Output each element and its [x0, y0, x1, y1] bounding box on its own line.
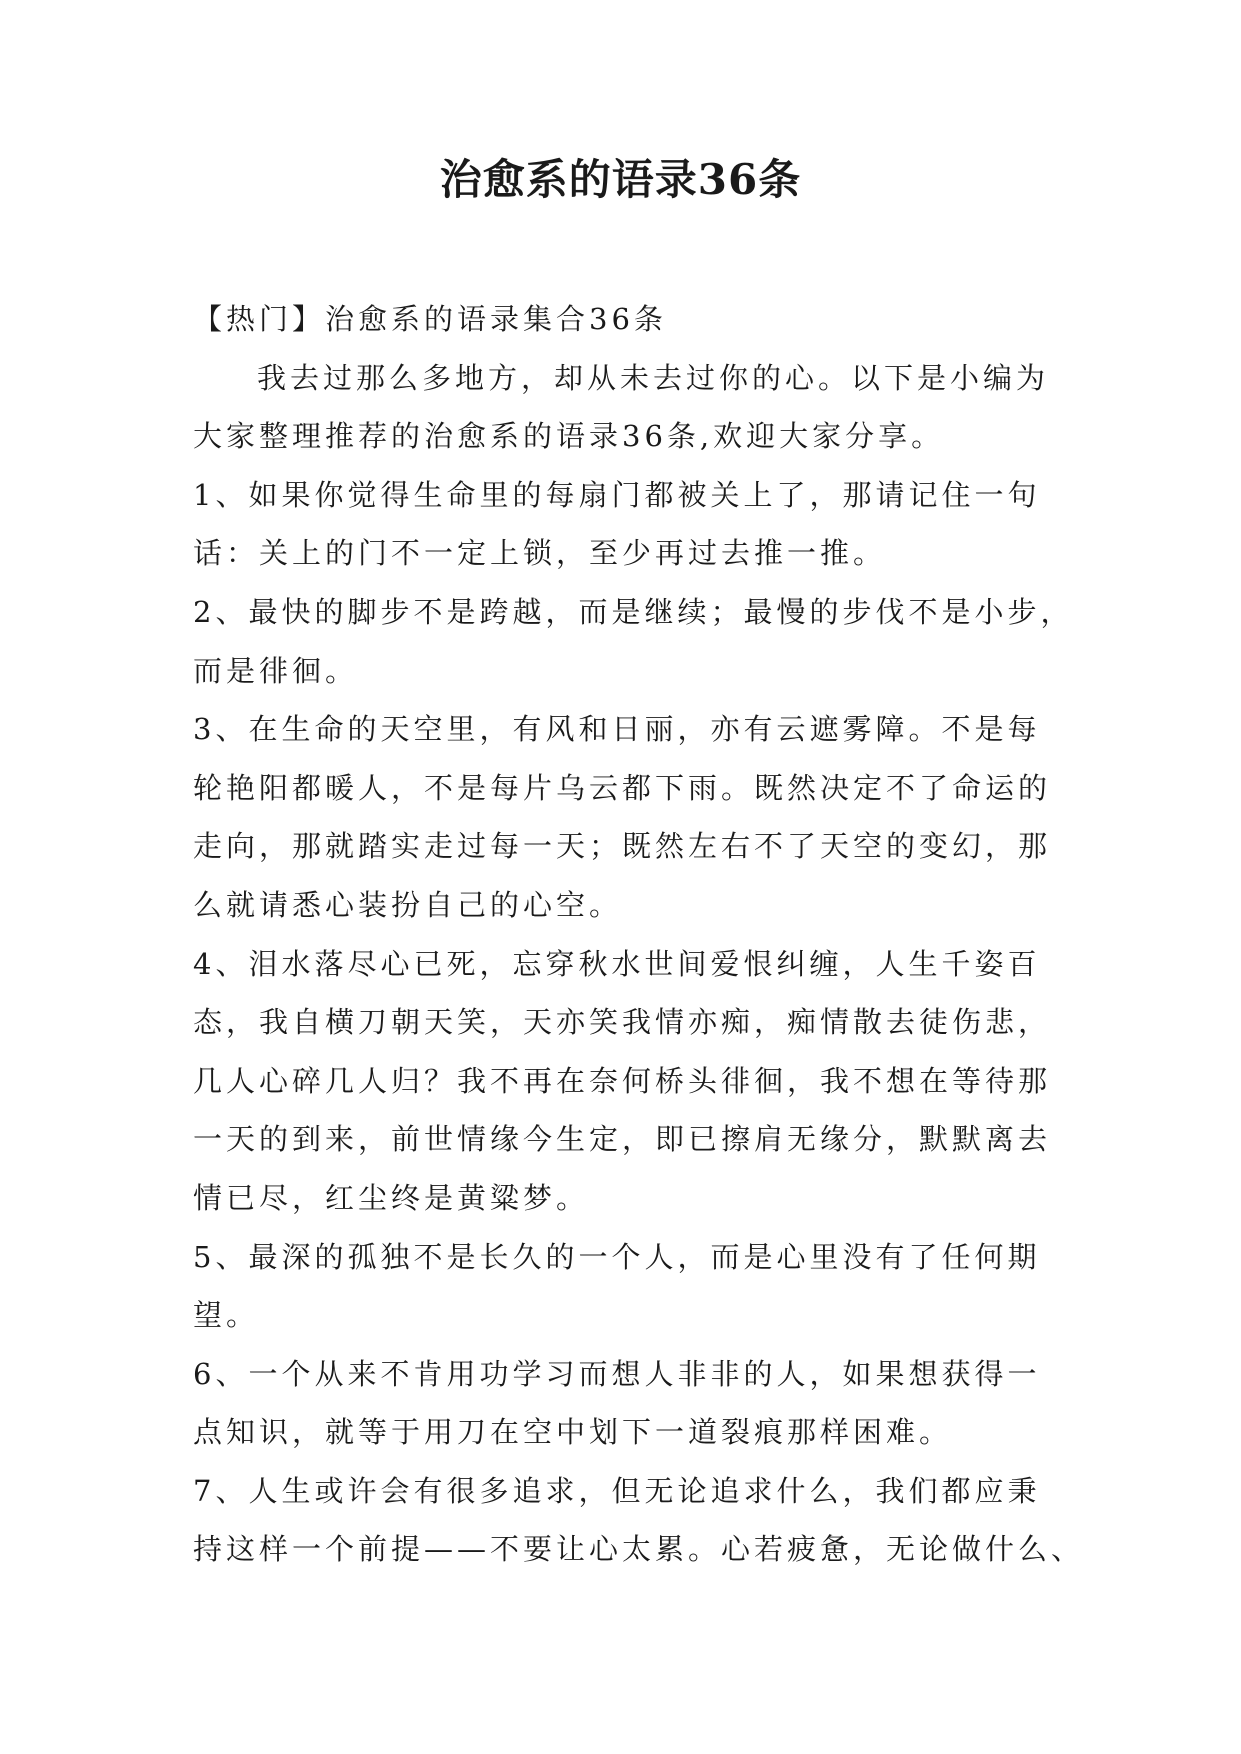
quote-line: 1、如果你觉得生命里的每扇门都被关上了，那请记住一句 — [193, 477, 1041, 512]
quote-line: 持这样一个前提——不要让心太累。心若疲惫，无论做什么、 — [193, 1532, 1085, 1567]
quote-line: 而是徘徊。 — [193, 653, 359, 688]
quote-line: 一天的到来，前世情缘今生定，即已擦肩无缘分，默默离去 — [193, 1122, 1052, 1157]
quote-line: 4、泪水落尽心已死，忘穿秋水世间爱恨纠缠，人生千姿百 — [193, 946, 1041, 981]
intro-line: 我去过那么多地方，却从未去过你的心。以下是小编为 — [257, 360, 1050, 395]
quote-line: 7、人生或许会有很多追求，但无论追求什么，我们都应秉 — [193, 1473, 1041, 1508]
quote-line: 态，我自横刀朝天笑，天亦笑我情亦痴，痴情散去徒伤悲， — [193, 1005, 1052, 1040]
quote-line: 3、在生命的天空里，有风和日丽，亦有云遮雾障。不是每 — [193, 712, 1041, 747]
document-title: 治愈系的语录36条 — [439, 155, 802, 204]
quote-line: 么就请悉心装扮自己的心空。 — [193, 887, 623, 922]
quote-line: 几人心碎几人归？我不再在奈何桥头徘徊，我不想在等待那 — [193, 1063, 1052, 1098]
quote-line: 话：关上的门不一定上锁，至少再过去推一推。 — [193, 536, 887, 571]
subtitle-line: 【热门】治愈系的语录集合36条 — [193, 302, 667, 336]
quote-line: 轮艳阳都暖人，不是每片乌云都下雨。既然决定不了命运的 — [193, 770, 1052, 805]
quote-line: 走向，那就踏实走过每一天；既然左右不了天空的变幻，那 — [193, 829, 1052, 864]
quote-line: 2、最快的脚步不是跨越，而是继续；最慢的步伐不是小步， — [193, 594, 1074, 629]
quote-line: 情已尽，红尘终是黄粱梦。 — [193, 1180, 590, 1215]
quote-line: 点知识，就等于用刀在空中划下一道裂痕那样困难。 — [193, 1415, 953, 1450]
quote-line: 望。 — [193, 1298, 260, 1333]
intro-line: 大家整理推荐的治愈系的语录36条,欢迎大家分享。 — [193, 419, 945, 454]
document-body — [193, 290, 1085, 1579]
quote-line: 5、最深的孤独不是长久的一个人，而是心里没有了任何期 — [193, 1239, 1041, 1274]
quote-line: 6、一个从来不肯用功学习而想人非非的人，如果想获得一 — [193, 1356, 1041, 1391]
